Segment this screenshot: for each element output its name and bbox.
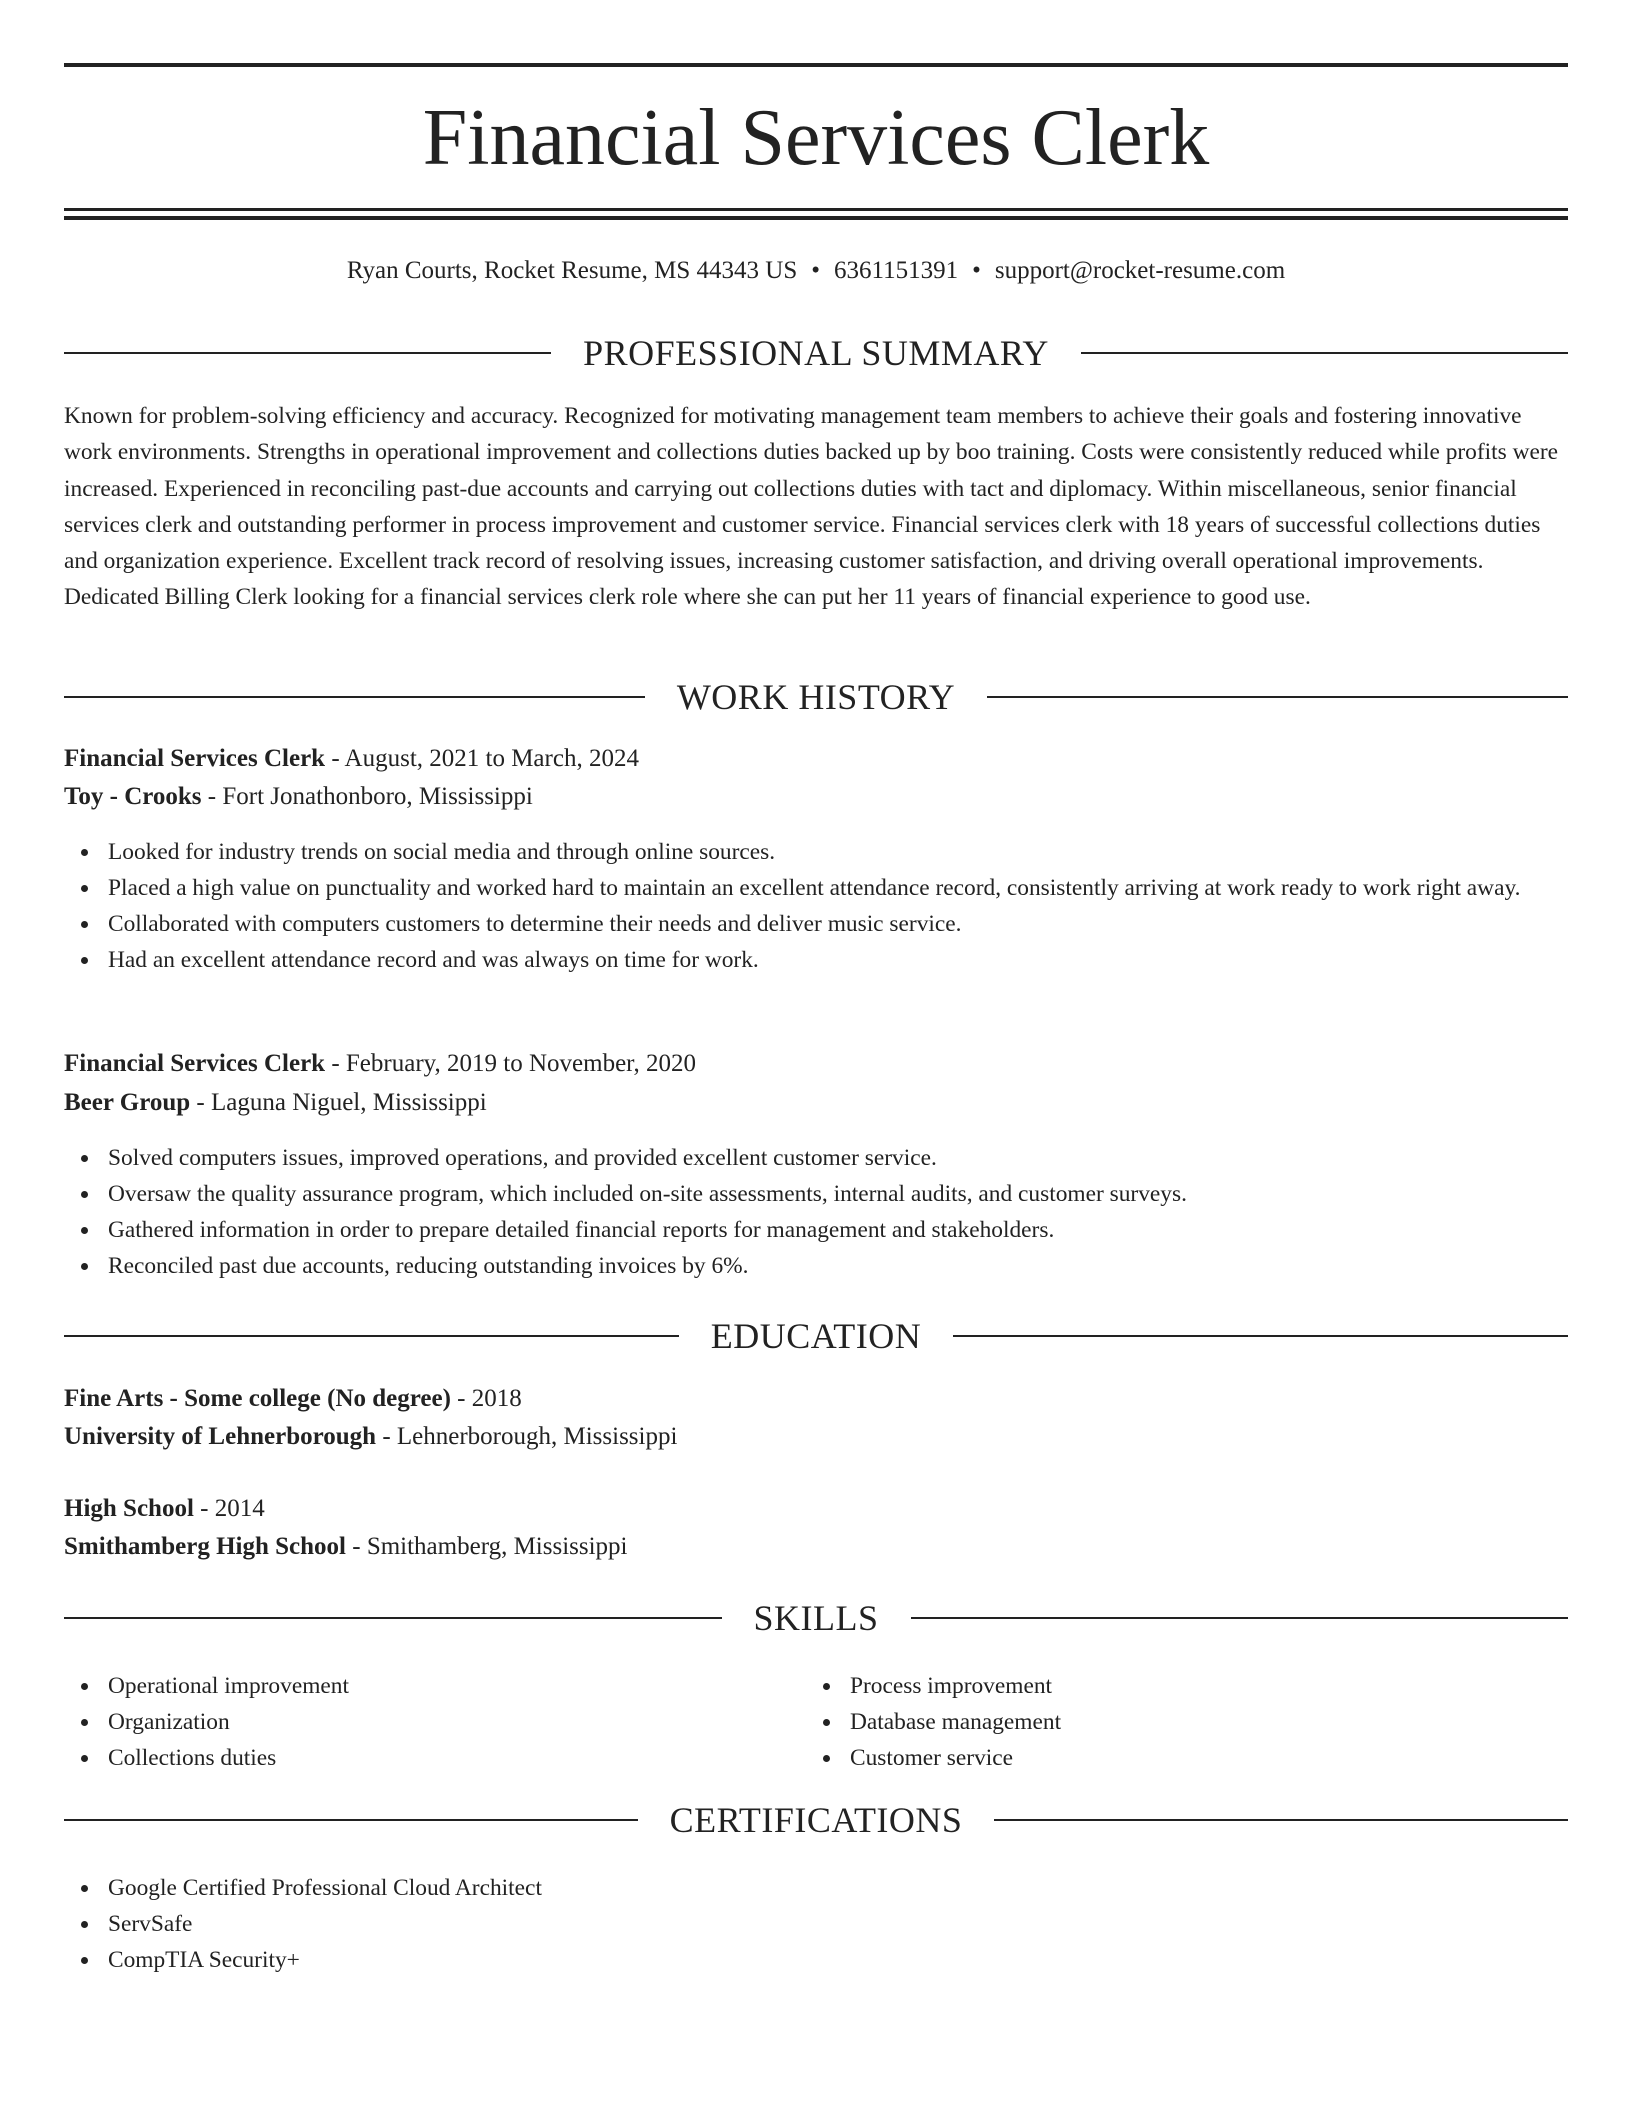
certifications-list — [64, 1870, 1568, 1978]
education-degree: Fine Arts - Some college (No degree) — [64, 1385, 451, 1412]
summary-text: Known for problem-solving efficiency and accuracy. Recognized for motivating management team members to achieve their goals and fostering innovative work environments. Strengths in operational improvement and collections duties backed up by boo training. Costs were consistently reduced while profits were increased. Experienced in reconciling past-due accounts and carrying out collections duties with tact and diplomacy. Within miscellaneous, senior financial services clerk and outstanding performer in process improvement and customer service. Financial services clerk with 18 years of successful collections duties and organization experience. Excellent track record of resolving issues, increasing customer satisfaction, and driving overall operational improvements. Dedicated Billing Clerk looking for a financial services clerk role where she can put her 11 years of financial experience to good use. — [64, 403, 1559, 611]
education-year: 2014 — [214, 1495, 265, 1522]
skill-item: Operational improvement — [64, 1668, 1568, 1704]
section-title: SKILLS — [753, 1598, 879, 1638]
divider-line — [64, 1819, 638, 1821]
job-company: Toy - Crooks — [64, 783, 202, 810]
dash: - — [325, 1050, 346, 1077]
job-company: Beer Group — [64, 1089, 191, 1116]
education-degree-line — [64, 1382, 1568, 1416]
divider-line — [64, 352, 551, 354]
skill-item: Database management — [806, 1704, 1632, 1740]
job-company-line — [64, 1086, 1568, 1120]
job-bullet: Gathered information in order to prepare detailed financial reports for management and stakeholders. — [64, 1212, 1568, 1248]
skills-list-right — [806, 1668, 1632, 1776]
skill-item: Customer service — [806, 1740, 1632, 1776]
section-title: WORK HISTORY — [676, 677, 956, 717]
section-heading-education — [64, 1314, 1568, 1358]
divider-line — [1081, 352, 1568, 354]
contact-address: Ryan Courts, Rocket Resume, MS 44343 US — [346, 257, 798, 284]
job-company-line — [64, 780, 1568, 814]
job-title: Financial Services Clerk — [64, 745, 326, 772]
certification-item: CompTIA Security+ — [64, 1942, 1568, 1978]
job-title-line — [64, 1047, 1568, 1081]
job-dates: February, 2019 to November, 2020 — [345, 1050, 696, 1077]
education-school-line — [64, 1530, 1568, 1564]
contact-separator: • — [811, 257, 820, 284]
contact-line — [64, 254, 1568, 288]
job-location: Laguna Niguel, Mississippi — [211, 1089, 487, 1116]
job-title: Financial Services Clerk — [64, 1050, 326, 1077]
skill-item: Collections duties — [64, 1740, 1568, 1776]
dash: - — [345, 1533, 367, 1560]
dash: - — [193, 1495, 215, 1522]
title-rule-upper — [64, 208, 1568, 211]
divider-line — [994, 1819, 1568, 1821]
section-heading-certifications — [64, 1798, 1568, 1842]
skill-item: Organization — [64, 1704, 1568, 1740]
resume-title: Financial Services Clerk — [422, 94, 1210, 182]
section-title: PROFESSIONAL SUMMARY — [583, 333, 1049, 373]
contact-phone: 6361151391 — [834, 257, 959, 284]
dash: - — [325, 745, 345, 772]
certification-item: Google Certified Professional Cloud Architect — [64, 1870, 1568, 1906]
section-heading-skills — [64, 1596, 1568, 1640]
dash: - — [201, 783, 223, 810]
job-title-line — [64, 742, 1568, 776]
education-location: Smithamberg, Mississippi — [366, 1533, 628, 1560]
education-school: Smithamberg High School — [64, 1533, 346, 1560]
section-heading-work-history — [64, 675, 1568, 719]
dash: - — [450, 1385, 472, 1412]
job-bullet: Reconciled past due accounts, reducing outstanding invoices by 6%. — [64, 1248, 1568, 1284]
divider-line — [64, 696, 645, 698]
job-bullet: Had an excellent attendance record and was always on time for work. — [64, 942, 1568, 978]
divider-line — [64, 1335, 679, 1337]
title-rule-lower — [64, 216, 1568, 220]
job-bullet: Solved computers issues, improved operations, and provided excellent customer service. — [64, 1140, 1568, 1176]
job-bullet: Looked for industry trends on social media and through online sources. — [64, 834, 1568, 870]
contact-email: support@rocket-resume.com — [994, 257, 1286, 284]
education-year: 2018 — [471, 1385, 522, 1412]
job-dates: August, 2021 to March, 2024 — [344, 745, 639, 772]
dash: - — [376, 1423, 397, 1450]
contact-separator: • — [972, 257, 981, 284]
education-degree-line — [64, 1492, 1568, 1526]
job-bullet: Oversaw the quality assurance program, which included on-site assessments, internal audits, and customer surveys. — [64, 1176, 1568, 1212]
job-location: Fort Jonathonboro, Mississippi — [222, 783, 533, 810]
skill-item: Process improvement — [806, 1668, 1632, 1704]
job-bullets — [64, 1140, 1568, 1284]
education-school: University of Lehnerborough — [64, 1423, 377, 1450]
certification-item: ServSafe — [64, 1906, 1568, 1942]
section-title: EDUCATION — [710, 1316, 922, 1356]
divider-line — [911, 1617, 1569, 1619]
education-school-line — [64, 1420, 1568, 1454]
divider-line — [953, 1335, 1568, 1337]
job-bullet: Placed a high value on punctuality and worked hard to maintain an excellent attendance record, consistently arriving at work ready to work right away. — [64, 870, 1568, 906]
divider-line — [64, 1617, 722, 1619]
job-bullet: Collaborated with computers customers to determine their needs and deliver music service. — [64, 906, 1568, 942]
divider-line — [987, 696, 1568, 698]
education-degree: High School — [64, 1495, 194, 1522]
section-title: CERTIFICATIONS — [669, 1800, 963, 1840]
section-heading-summary — [64, 331, 1568, 375]
job-bullets — [64, 834, 1568, 978]
education-location: Lehnerborough, Mississippi — [396, 1423, 678, 1450]
dash: - — [190, 1089, 211, 1116]
top-rule — [64, 63, 1568, 67]
